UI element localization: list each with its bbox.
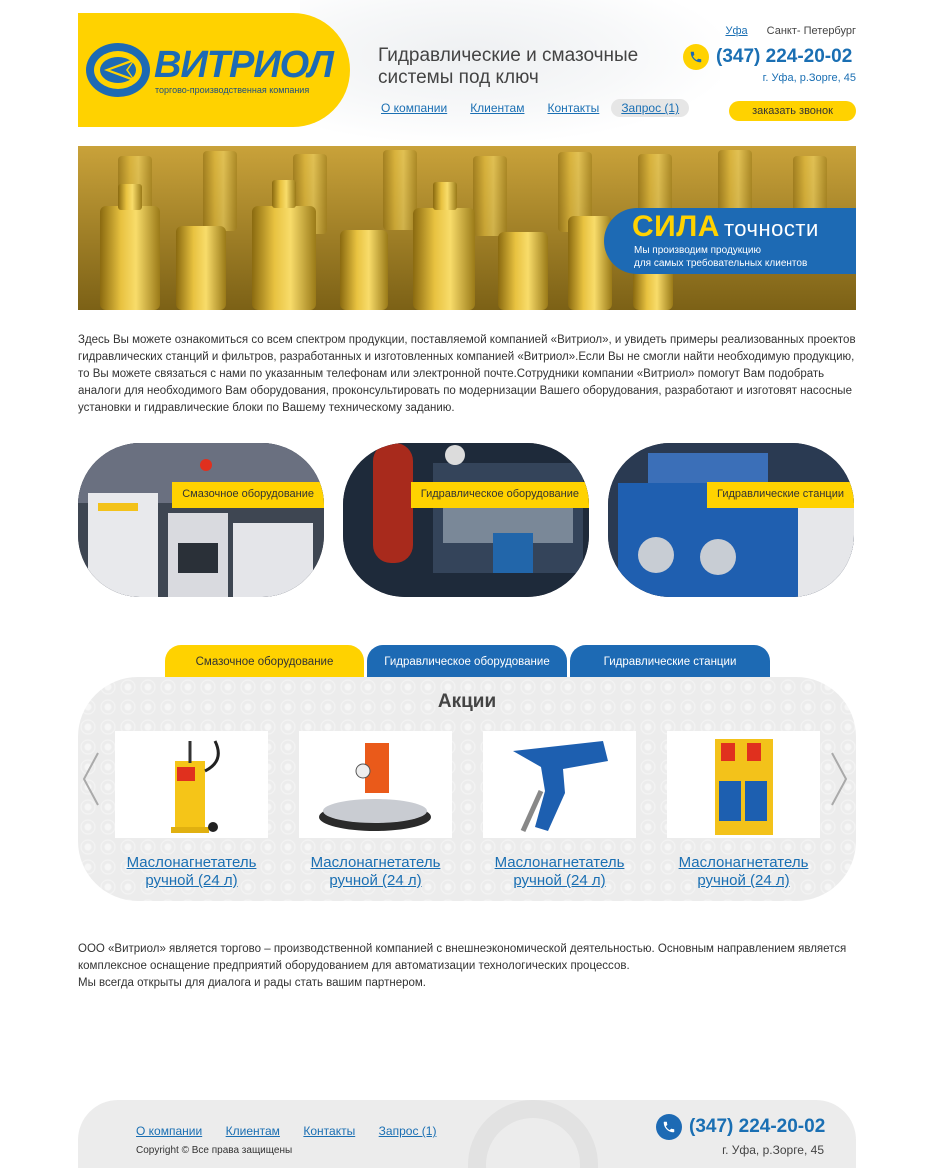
category-cards xyxy=(78,443,856,597)
tab-lubrication[interactable]: Смазочное оборудование xyxy=(165,645,364,677)
logo-name: ВИТРИОЛ xyxy=(154,44,333,86)
product-name-link[interactable]: Маслонагнетатель ручной (24 л) xyxy=(678,854,809,889)
city-switcher xyxy=(725,25,856,37)
city-spb-link[interactable]: Санкт- Петербург xyxy=(766,25,856,37)
category-label: Гидравлические станции xyxy=(707,482,854,508)
phone-icon xyxy=(683,44,709,70)
hero-title-light: точности xyxy=(723,216,819,241)
promo-title: Акции xyxy=(437,691,497,712)
category-card-stations[interactable] xyxy=(608,443,854,597)
header-address: г. Уфа, р.Зорге, 45 xyxy=(762,72,856,84)
product-card[interactable] xyxy=(483,731,636,890)
main-nav xyxy=(381,101,712,117)
product-image[interactable] xyxy=(115,731,268,838)
category-card-lubrication[interactable] xyxy=(78,443,324,597)
tab-hydraulic[interactable]: Гидравлическое оборудование xyxy=(367,645,567,677)
hero-subtitle-1: Мы производим продукцию xyxy=(634,245,761,256)
hero-banner xyxy=(78,146,856,310)
vacuum-lifter-icon xyxy=(299,731,452,838)
product-name-link[interactable]: Маслонагнетатель ручной (24 л) xyxy=(310,854,441,889)
hydraulic-stations-image xyxy=(608,443,854,597)
hero-subtitle-2: для самых требовательных клиентов xyxy=(634,258,808,269)
hero-title xyxy=(632,210,856,244)
about-text xyxy=(78,941,858,992)
nav-request[interactable]: Запрос (1) xyxy=(611,99,689,117)
lubrication-equipment-image xyxy=(78,443,324,597)
category-label: Гидравлическое оборудование xyxy=(411,482,589,508)
logo-subtitle: торгово-производственная компания xyxy=(155,85,310,95)
product-image[interactable] xyxy=(667,731,820,838)
grease-pump-icon xyxy=(115,731,268,838)
slogan: Гидравлические и смазочные системы под ключ xyxy=(378,45,639,88)
copyright: Copyright © Все права защищены xyxy=(136,1145,293,1156)
chevron-right-icon[interactable] xyxy=(830,751,848,807)
category-label: Смазочное оборудование xyxy=(172,482,324,508)
phone-icon xyxy=(656,1114,682,1140)
intro-text: Здесь Вы можете ознакомиться со всем спектром продукции, поставляемой компанией «Витриол», и увидеть примеры реализованных проектов гидравлических станций и фильтров, разработанных и изготовленных компанией «Витриол».Если Вы не смогли найти необходимую продукцию, то Вы можете связаться с нами по указанным телефонам или электронной почте.Сотрудники компании «Витриол» помогут Вам подобрать аналоги для необходимого Вам оборудования, проконсультировать по модернизации Вашего оборудования, разработают и изготовят насосные установки и гидравлические блоки по Вашему техническому заданию. xyxy=(78,334,856,414)
hero-badge xyxy=(604,208,856,274)
footer-nav-request[interactable]: Запрос (1) xyxy=(378,1124,437,1138)
product-card[interactable] xyxy=(667,731,820,890)
footer-phone[interactable] xyxy=(656,1114,825,1140)
tab-stations[interactable]: Гидравлические станции xyxy=(570,645,770,677)
pump-station-icon xyxy=(667,731,820,838)
promo-section xyxy=(78,677,856,901)
footer-nav-clients[interactable]: Клиентам xyxy=(225,1124,280,1138)
hydraulic-equipment-image xyxy=(343,443,589,597)
header-phone[interactable] xyxy=(683,44,852,70)
phone-number: (347) 224-20-02 xyxy=(716,46,853,67)
footer-nav-about[interactable]: О компании xyxy=(136,1124,203,1138)
nav-clients[interactable]: Клиентам xyxy=(470,101,525,115)
product-card[interactable] xyxy=(299,731,452,890)
nav-contacts[interactable]: Контакты xyxy=(547,101,600,115)
footer-phone-number: (347) 224-20-02 xyxy=(689,1116,826,1137)
product-image[interactable] xyxy=(483,731,636,838)
footer-address: г. Уфа, р.Зорге, 45 xyxy=(722,1143,824,1157)
category-card-hydraulic[interactable] xyxy=(343,443,589,597)
product-card[interactable] xyxy=(115,731,268,890)
air-blow-gun-icon xyxy=(483,731,636,838)
gear-watermark-icon xyxy=(468,1100,598,1168)
product-name-link[interactable]: Маслонагнетатель ручной (24 л) xyxy=(494,854,625,889)
about-paragraph: ООО «Витриол» является торгово – производственной компанией с внешнеэкономической деятельностью. Основным направлением является комплексное оснащение предприятий оборудованием для автоматизации технологических процессов. xyxy=(78,943,847,972)
hero-title-strong: СИЛА xyxy=(632,210,720,243)
header xyxy=(0,0,935,140)
footer-nav-contacts[interactable]: Контакты xyxy=(303,1124,356,1138)
product-name-link[interactable]: Маслонагнетатель ручной (24 л) xyxy=(126,854,257,889)
footer-nav xyxy=(136,1122,455,1140)
nav-about[interactable]: О компании xyxy=(381,101,448,115)
callback-button[interactable]: заказать звонок xyxy=(729,101,856,121)
city-ufa-link[interactable]: Уфа xyxy=(725,25,748,37)
product-image[interactable] xyxy=(299,731,452,838)
logo-emblem-icon xyxy=(84,40,152,100)
about-paragraph: Мы всегда открыты для диалога и рады стать вашим партнером. xyxy=(78,977,426,989)
footer xyxy=(78,1100,856,1168)
chevron-left-icon[interactable] xyxy=(82,751,100,807)
